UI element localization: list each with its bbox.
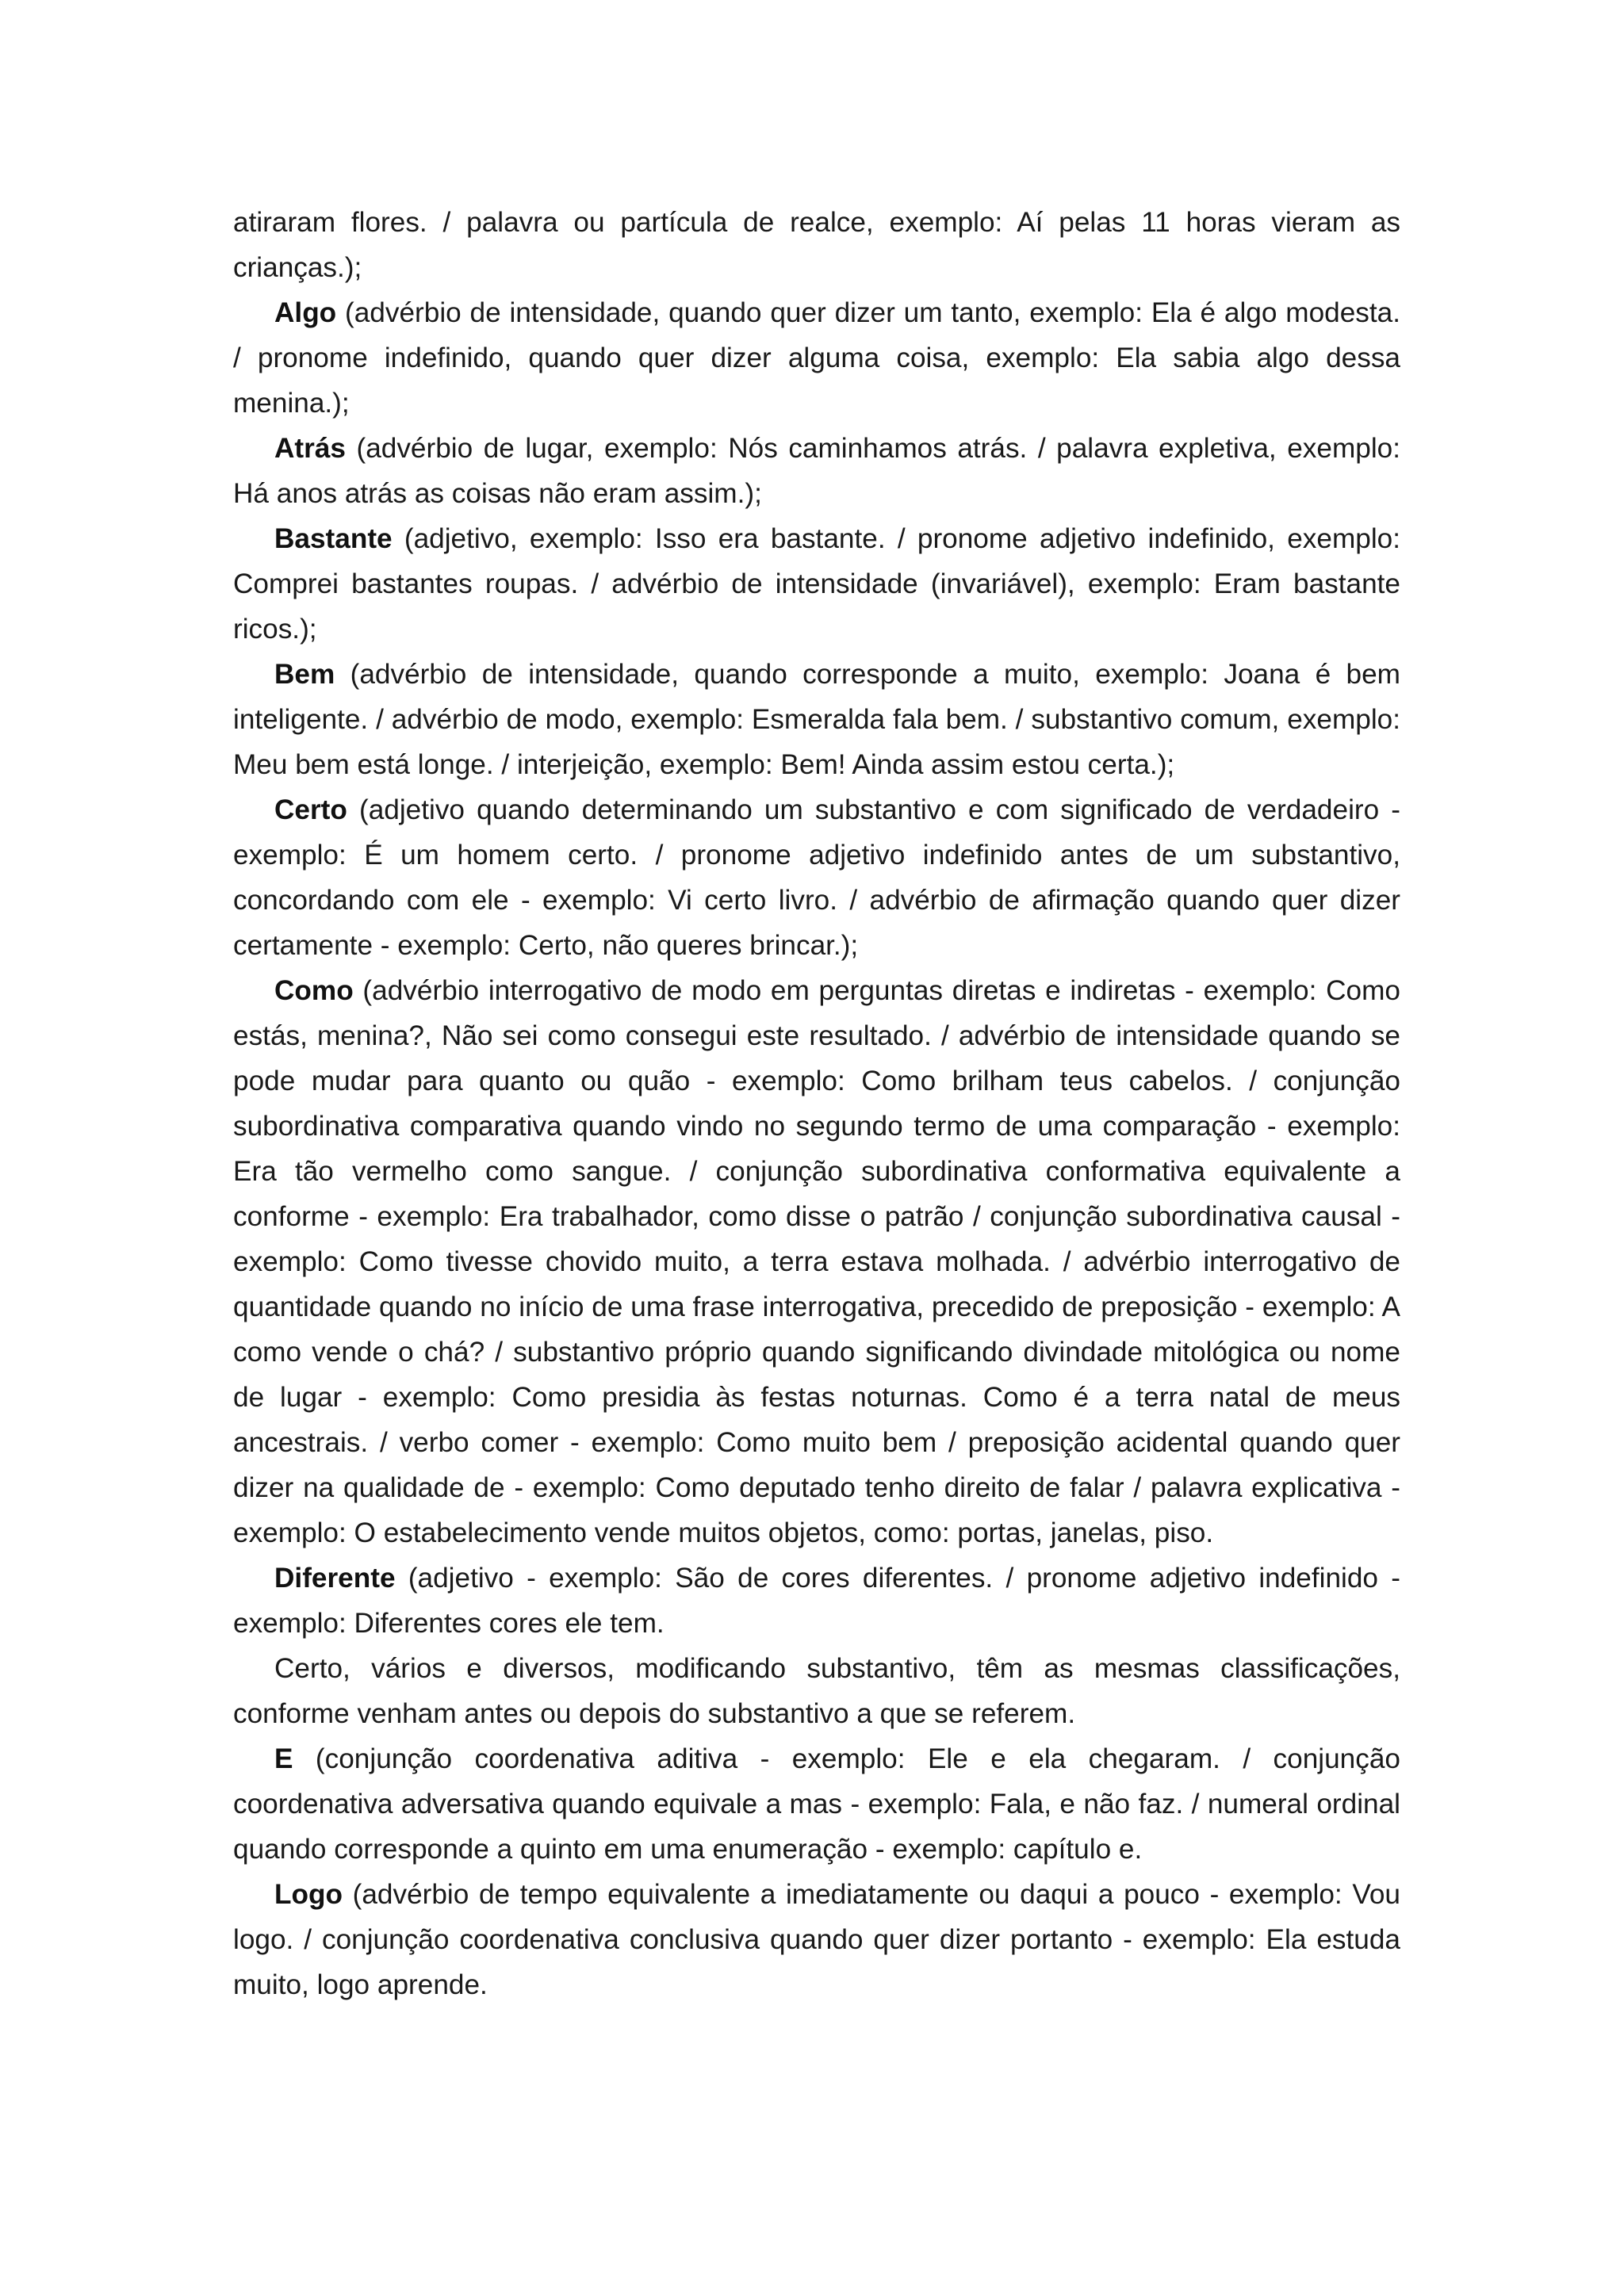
entry-definition: (advérbio de lugar, exemplo: Nós caminhamos atrás. / palavra expletiva, exemplo: Há anos atrás as coisas não eram assim.); [233,433,1400,509]
entry-definition: (conjunção coordenativa aditiva - exemplo: Ele e ela chegaram. / conjunção coordenativa adversativa quando equivale a mas - exemplo: Fala, e não faz. / numeral ordinal quando corresponde a quinto em uma enumeração - exemplo: capítulo e. [233,1743,1400,1865]
entry-algo [233,290,1400,426]
entry-definition: (advérbio de intensidade, quando quer dizer um tanto, exemplo: Ela é algo modesta. / pronome indefinido, quando quer dizer alguma coisa, exemplo: Ela sabia algo dessa menina.); [233,297,1400,419]
paragraph-continuation [233,200,1400,290]
entry-atras [233,426,1400,516]
entry-definition: (adjetivo, exemplo: Isso era bastante. / pronome adjetivo indefinido, exemplo: Comprei bastantes roupas. / advérbio de intensidade (invariável), exemplo: Eram bastante ricos.); [233,523,1400,645]
entry-bastante [233,516,1400,652]
paragraph-text: Certo, vários e diversos, modificando substantivo, têm as mesmas classificações, conforme venham antes ou depois do substantivo a que se referem. [233,1653,1400,1729]
entry-definition: (adjetivo quando determinando um substantivo e com significado de verdadeiro - exemplo: É um homem certo. / pronome adjetivo indefinido antes de um substantivo, concordando com ele - exemplo: Vi certo livro. / advérbio de afirmação quando quer dizer certamente - exemplo: Certo, não queres brincar.); [233,794,1400,961]
entry-e [233,1736,1400,1872]
entry-certo [233,787,1400,968]
entry-diferente [233,1556,1400,1646]
entry-term: Atrás [274,433,346,464]
entry-definition: (adjetivo - exemplo: São de cores diferentes. / pronome adjetivo indefinido - exemplo: Diferentes cores ele tem. [233,1563,1400,1639]
entry-term: Como [274,975,354,1006]
entry-bem [233,652,1400,787]
entry-term: Algo [274,297,337,328]
entry-term: Bastante [274,523,393,554]
entry-logo [233,1872,1400,2007]
entry-term: E [274,1743,293,1774]
entry-definition: (advérbio de tempo equivalente a imediatamente ou daqui a pouco - exemplo: Vou logo. / conjunção coordenativa conclusiva quando quer dizer portanto - exemplo: Ela estuda muito, logo aprende. [233,1879,1400,2000]
paragraph-text: atiraram flores. / palavra ou partícula de realce, exemplo: Aí pelas 11 horas vieram as crianças.); [233,207,1400,283]
entry-term: Logo [274,1879,343,1910]
entry-definition: (advérbio interrogativo de modo em perguntas diretas e indiretas - exemplo: Como estás, menina?, Não sei como consegui este resultado. / advérbio de intensidade quando se pode mudar para quanto ou quão - exemplo: Como brilham teus cabelos. / conjunção subordinativa comparativa quando vindo no segundo termo de uma comparação - exemplo: Era tão vermelho como sangue. / conjunção subordinativa conformativa equivalente a conforme - exemplo: Era trabalhador, como disse o patrão / conjunção subordinativa causal - exemplo: Como tivesse chovido muito, a terra estava molhada. / advérbio interrogativo de quantidade quando no início de uma frase interrogativa, precedido de preposição - exemplo: A como vende o chá? / substantivo próprio quando significando divindade mitológica ou nome de lugar - exemplo: Como presidia às festas noturnas. Como é a terra natal de meus ancestrais. / verbo comer - exemplo: Como muito bem / preposição acidental quando quer dizer na qualidade de - exemplo: Como deputado tenho direito de falar / palavra explicativa - exemplo: O estabelecimento vende muitos objetos, como: portas, janelas, piso. [233,975,1400,1548]
document-page [233,200,1400,2007]
entry-definition: (advérbio de intensidade, quando corresponde a muito, exemplo: Joana é bem inteligente. / advérbio de modo, exemplo: Esmeralda fala bem. / substantivo comum, exemplo: Meu bem está longe. / interjeição, exemplo: Bem! Ainda assim estou certa.); [233,659,1400,780]
entry-term: Certo [274,794,347,825]
note-paragraph [233,1646,1400,1736]
entry-term: Diferente [274,1563,396,1594]
entry-como [233,968,1400,1556]
entry-term: Bem [274,659,335,690]
